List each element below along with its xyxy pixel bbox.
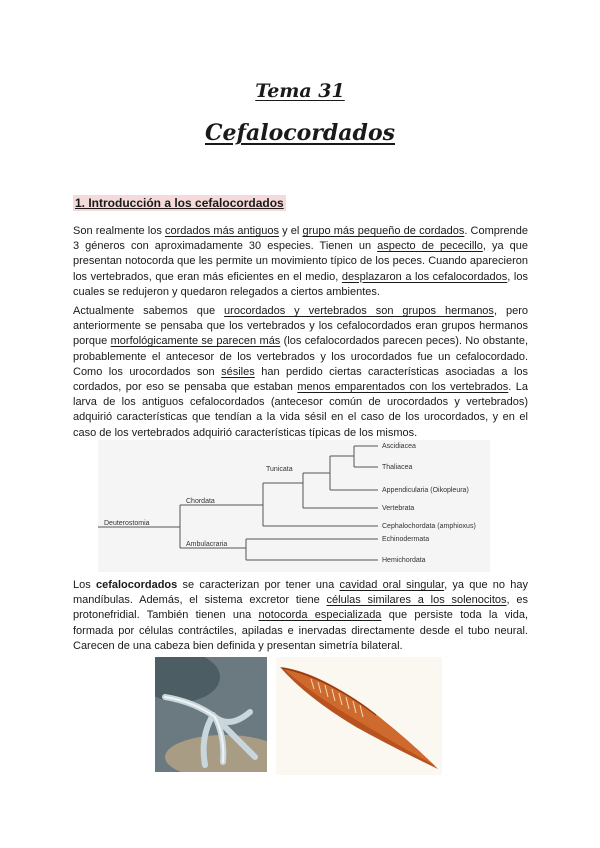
section-heading: 1. Introducción a los cefalocordados <box>75 196 284 210</box>
tree-leaf: Echinodermata <box>382 536 430 543</box>
phylogenetic-tree <box>98 440 490 572</box>
tree-leaf: Hemichordata <box>382 557 426 564</box>
tree-leaf: Vertebrata <box>382 505 415 512</box>
topic-title: Tema 31 <box>255 80 345 102</box>
topic-subtitle: Cefalocordados <box>205 120 395 146</box>
tree-chordata-label: Chordata <box>186 498 215 505</box>
tree-leaf: Appendicularia (Oikopleura) <box>382 487 469 494</box>
tree-tunicata-label: Tunicata <box>266 466 293 473</box>
tree-leaf: Thaliacea <box>382 464 413 471</box>
tree-root-label: Deuterostomia <box>104 520 150 527</box>
paragraph-relationships: Actualmente sabemos que urocordados y vertebrados son grupos hermanos, pero anteriormente se pensaba que los vertebrados y los cefalocordados eran grupos hermanos porque morfológicamente se parecen más (los cefalocordados parecen peces). No obstante, probablemente el antecesor de los vertebrados y los urocordados fue un cefalocordado. Como los urocordados son sésiles han perdido ciertas características asociadas a los cordados, por eso se pensaba que estaban menos emparentados con los vertebrados. La larva de los antiguos cefalocordados (antecesor común de urocordados y vertebrados) adquirió características que tendían a la vida sésil en el caso de los urocordados, y en el caso de los vertebrados adquirió características típicas de los mismos. <box>73 305 529 439</box>
paragraph-intro: Son realmente los cordados más antiguos y el grupo más pequeño de cordados. Comprende 3 géneros con aproximadamente 30 especies. Tienen un aspecto de pececillo, ya que presentan notocorda que les permite un movimiento típico de los peces. Cuando aparecieron los vertebrados, que eran más eficientes en el medio, desplazaron a los cefalocordados, los cuales se redujeron y quedaron relegados a ciertos ambientes. <box>73 225 529 298</box>
amphioxus-photo <box>155 657 267 772</box>
amphioxus-specimen-photo <box>276 657 442 775</box>
tree-leaf: Ascidiacea <box>382 443 416 450</box>
paragraph-characteristics: Los cefalocordados se caracterizan por tener una cavidad oral singular, ya que no hay mandíbulas. Además, el sistema excretor tiene células similares a los solenocitos, es protonefridial. También tienen una notocorda especializada que persiste toda la vida, formada por células contráctiles, apiladas e inervadas directamente desde el tubo neural. Carecen de una cabeza bien definida y presentan simetría bilateral. <box>73 579 529 652</box>
tree-leaf: Cephalochordata (amphioxus) <box>382 523 476 530</box>
tree-ambulacraria-label: Ambulacraria <box>186 541 228 548</box>
